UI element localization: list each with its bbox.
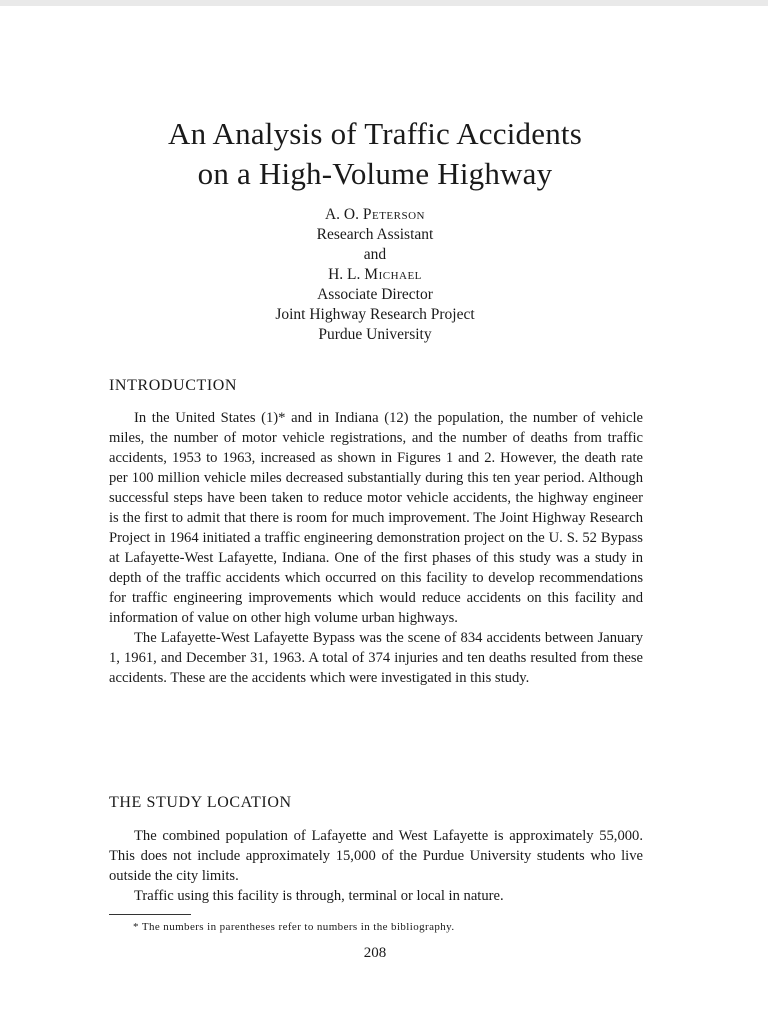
author-1-name (0, 205, 750, 225)
author-organization: Joint Highway Research Project (275, 306, 475, 323)
section-heading-introduction: INTRODUCTION (109, 377, 238, 394)
author-2-initials: H. L. (328, 266, 361, 283)
author-1-role: Research Assistant (316, 226, 434, 243)
author-2-surname: Michael (364, 266, 422, 283)
footnote: * The numbers in parentheses refer to numbers in the bibliography. (133, 921, 455, 933)
study-location-paragraph-1: The combined population of Lafayette and West Lafayette is approximately 55,000. This does not include approximately 15,000 of the Purdue University students who live outside the city limits. (109, 828, 643, 884)
viewer-top-bar (0, 0, 768, 6)
author-block (0, 205, 750, 345)
author-2-name (0, 265, 750, 285)
paper-title (0, 114, 750, 194)
footnote-divider (109, 914, 191, 915)
page-number: 208 (363, 945, 387, 961)
study-location-body (109, 826, 643, 906)
study-location-paragraph-2: Traffic using this facility is through, terminal or local in nature. (134, 888, 504, 904)
section-heading-study-location: THE STUDY LOCATION (109, 794, 292, 811)
author-1-initials: A. O. (324, 206, 359, 223)
author-conjunction: and (363, 246, 387, 263)
author-university: Purdue University (318, 326, 432, 343)
introduction-paragraph-2: The Lafayette-West Lafayette Bypass was the scene of 834 accidents between January 1, 1961, and December 31, 1963. A total of 374 injuries and ten deaths resulted from these accidents. These are the accidents which were investigated in this study. (109, 630, 643, 686)
title-line-2: on a High-Volume Highway (197, 156, 553, 191)
introduction-body (109, 408, 643, 688)
author-1-surname: Peterson (362, 206, 425, 223)
title-line-1: An Analysis of Traffic Accidents (168, 116, 582, 151)
introduction-paragraph-1: In the United States (1)* and in Indiana (12) the population, the number of vehicle miles, the number of motor vehicle registrations, and the number of deaths from traffic accidents, 1953 to 1963, increased as shown in Figures 1 and 2. However, the death rate per 100 million vehicle miles decreased substantially during this ten year period. Although successful steps have been taken to reduce motor vehicle accidents, the highway engineer is the first to admit that there is room for much improvement. The Joint Highway Research Project in 1964 initiated a traffic engineering demonstration project on the U. S. 52 Bypass at Lafayette-West Lafayette, Indiana. One of the first phases of this study was a study in depth of the traffic accidents which occurred on this facility to develop recommendations for traffic engineering improvements which would reduce accidents on this facility and information of value on other high volume urban highways. (109, 410, 643, 626)
author-2-role: Associate Director (317, 286, 433, 303)
